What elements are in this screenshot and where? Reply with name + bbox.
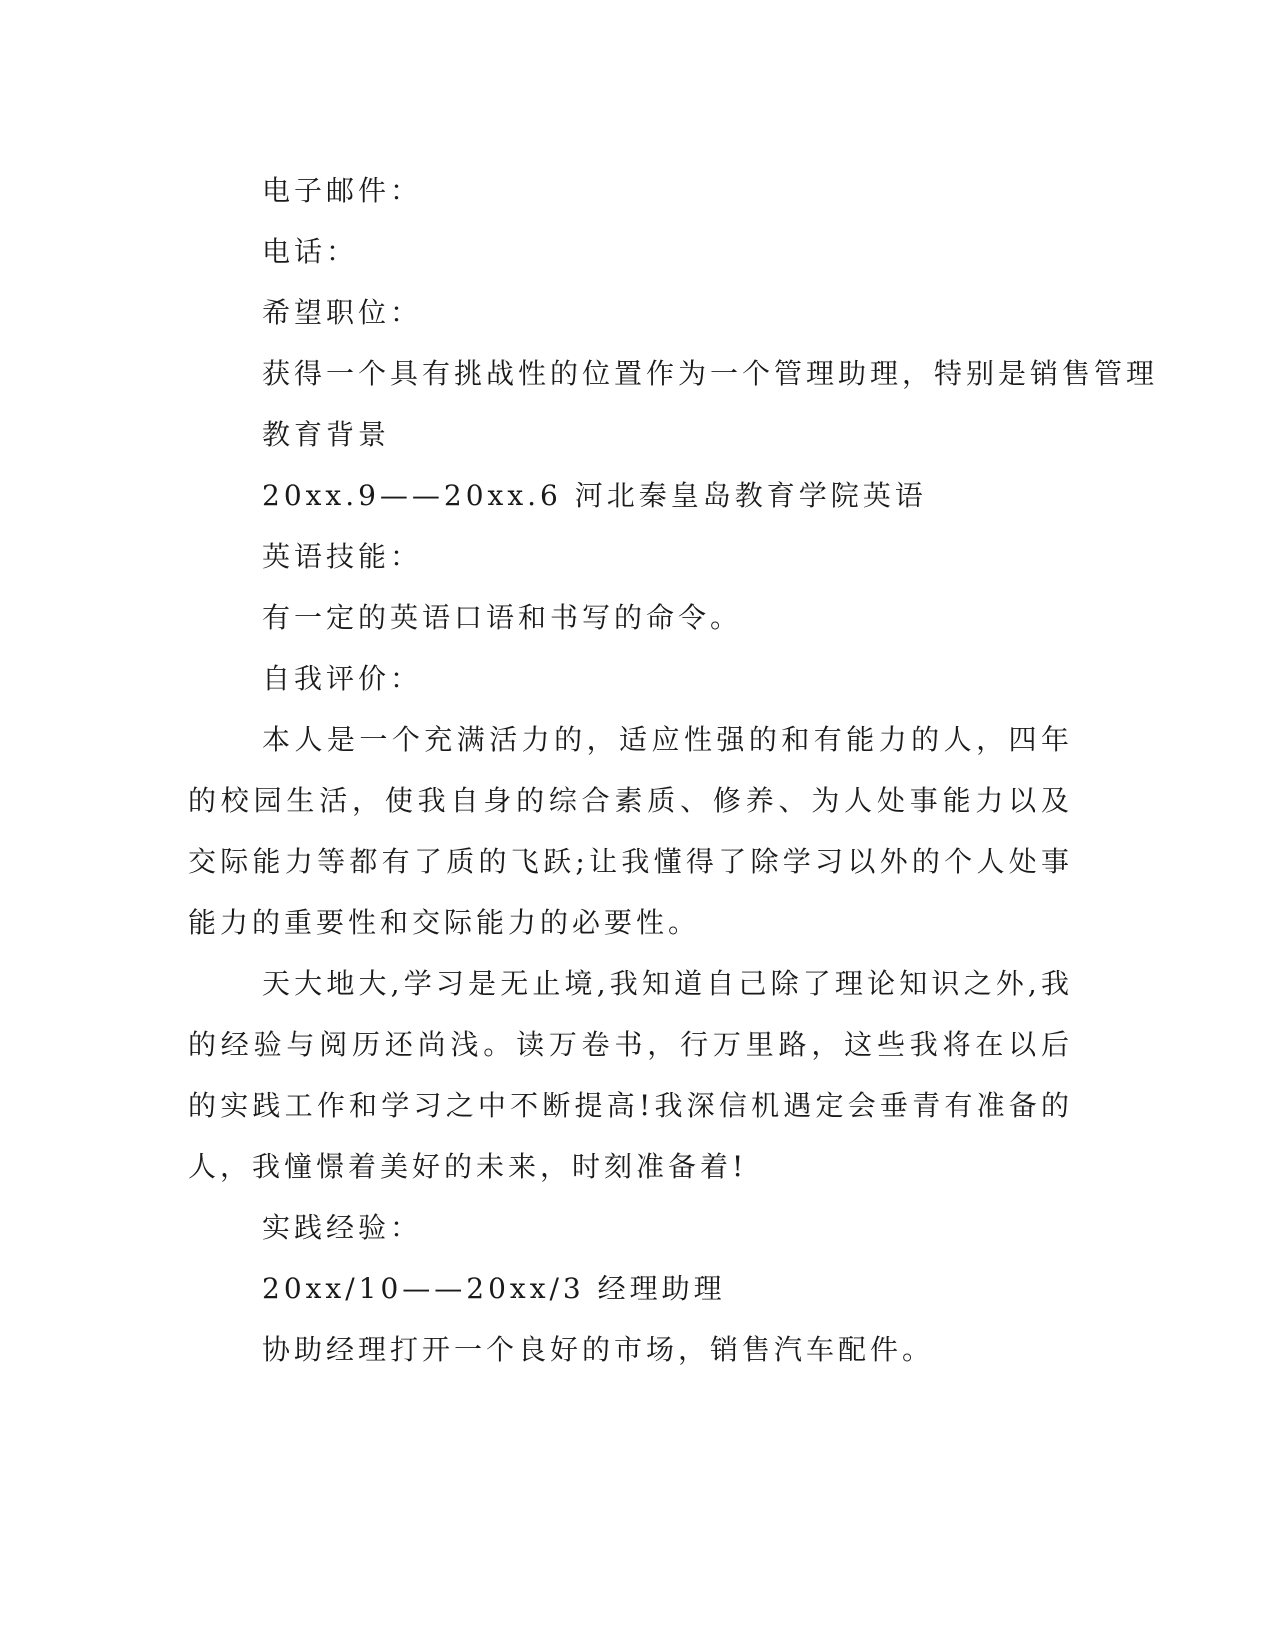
education-heading: 教育背景	[262, 418, 391, 451]
english-skills-label: 英语技能：	[262, 540, 423, 573]
experience-label: 实践经验：	[262, 1211, 423, 1244]
experience-description: 协助经理打开一个良好的市场，销售汽车配件。	[262, 1333, 935, 1366]
email-label: 电子邮件：	[262, 174, 423, 207]
objective-text: 获得一个具有挑战性的位置作为一个管理助理，特别是销售管理	[262, 357, 1159, 390]
self-eval-paragraph-1: 本人是一个充满活力的，适应性强的和有能力的人，四年的校园生活，使我自身的综合素质、修养、为人处事能力以及交际能力等都有了质的飞跃;让我懂得了除学习以外的个人处事能力的重要性和交际能力的必要性。	[188, 723, 1073, 939]
position-label: 希望职位：	[262, 296, 423, 329]
self-eval-label: 自我评价：	[262, 662, 423, 695]
document-body	[188, 160, 1159, 1380]
english-skills-text: 有一定的英语口语和书写的命令。	[262, 601, 743, 634]
education-entry: 20xx.9——20xx.6 河北秦皇岛教育学院英语	[262, 479, 927, 512]
phone-label: 电话：	[262, 235, 359, 268]
self-eval-paragraph-2: 天大地大,学习是无止境,我知道自己除了理论知识之外,我的经验与阅历还尚浅。读万卷书，行万里路，这些我将在以后的实践工作和学习之中不断提高!我深信机遇定会垂青有准备的人，我憧憬着美好的未来，时刻准备着!	[188, 967, 1073, 1183]
experience-entry: 20xx/10——20xx/3 经理助理	[262, 1272, 726, 1305]
